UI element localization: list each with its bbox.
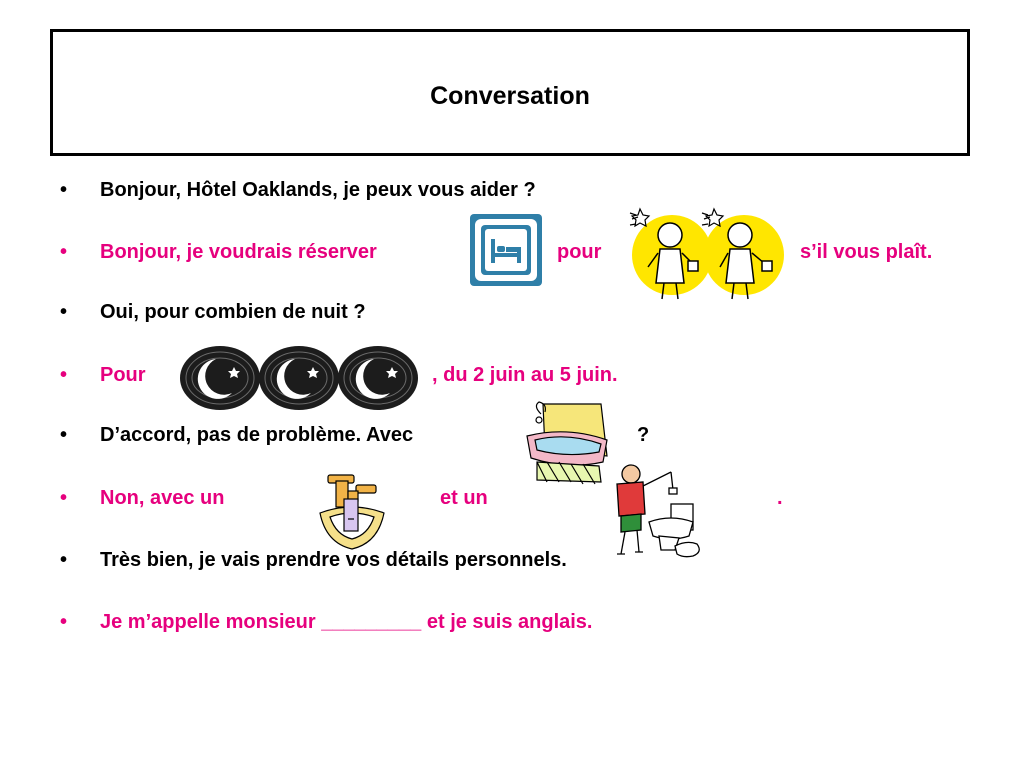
title-box [50, 29, 970, 156]
line-5-text-a: D’accord, pas de problème. Avec [100, 424, 414, 446]
line-5-text-b: ? [637, 424, 650, 446]
line-6 [0, 486, 1024, 510]
three-nights-moon-icon [180, 345, 418, 411]
bullet: • [60, 611, 68, 633]
two-people-icon [622, 205, 788, 305]
line-2-text-c: s’il vous plaît. [800, 241, 933, 263]
line-7-text: Très bien, je vais prendre vos détails personnels. [100, 549, 567, 571]
toilet-icon [601, 460, 707, 566]
line-4-text-a: Pour [100, 364, 146, 386]
bullet: • [60, 424, 68, 446]
line-6-text-c: . [777, 487, 783, 509]
bathtub-icon [523, 400, 611, 488]
bullet: • [60, 241, 68, 263]
line-7 [0, 548, 1024, 572]
line-2-text-b: pour [557, 241, 602, 263]
line-2-text-a: Bonjour, je voudrais réserver [100, 241, 377, 263]
bed-sign-icon [469, 213, 543, 287]
washbasin-icon [316, 471, 388, 553]
line-5 [0, 423, 1024, 447]
line-1-text: Bonjour, Hôtel Oaklands, je peux vous aider ? [100, 179, 536, 201]
bullet: • [60, 301, 68, 323]
line-4-text-b: , du 2 juin au 5 juin. [432, 364, 618, 386]
line-4 [0, 363, 1024, 387]
bullet: • [60, 487, 68, 509]
line-3 [0, 300, 1024, 324]
page-title: Conversation [430, 82, 590, 110]
bullet: • [60, 549, 68, 571]
line-8 [0, 610, 1024, 634]
line-8-text: Je m’appelle monsieur _________ et je suis anglais. [100, 611, 593, 633]
line-6-text-b: et un [440, 487, 488, 509]
line-6-text-a: Non, avec un [100, 487, 225, 509]
line-3-text: Oui, pour combien de nuit ? [100, 301, 366, 323]
line-1 [0, 178, 1024, 202]
bullet: • [60, 364, 68, 386]
bullet: • [60, 179, 68, 201]
